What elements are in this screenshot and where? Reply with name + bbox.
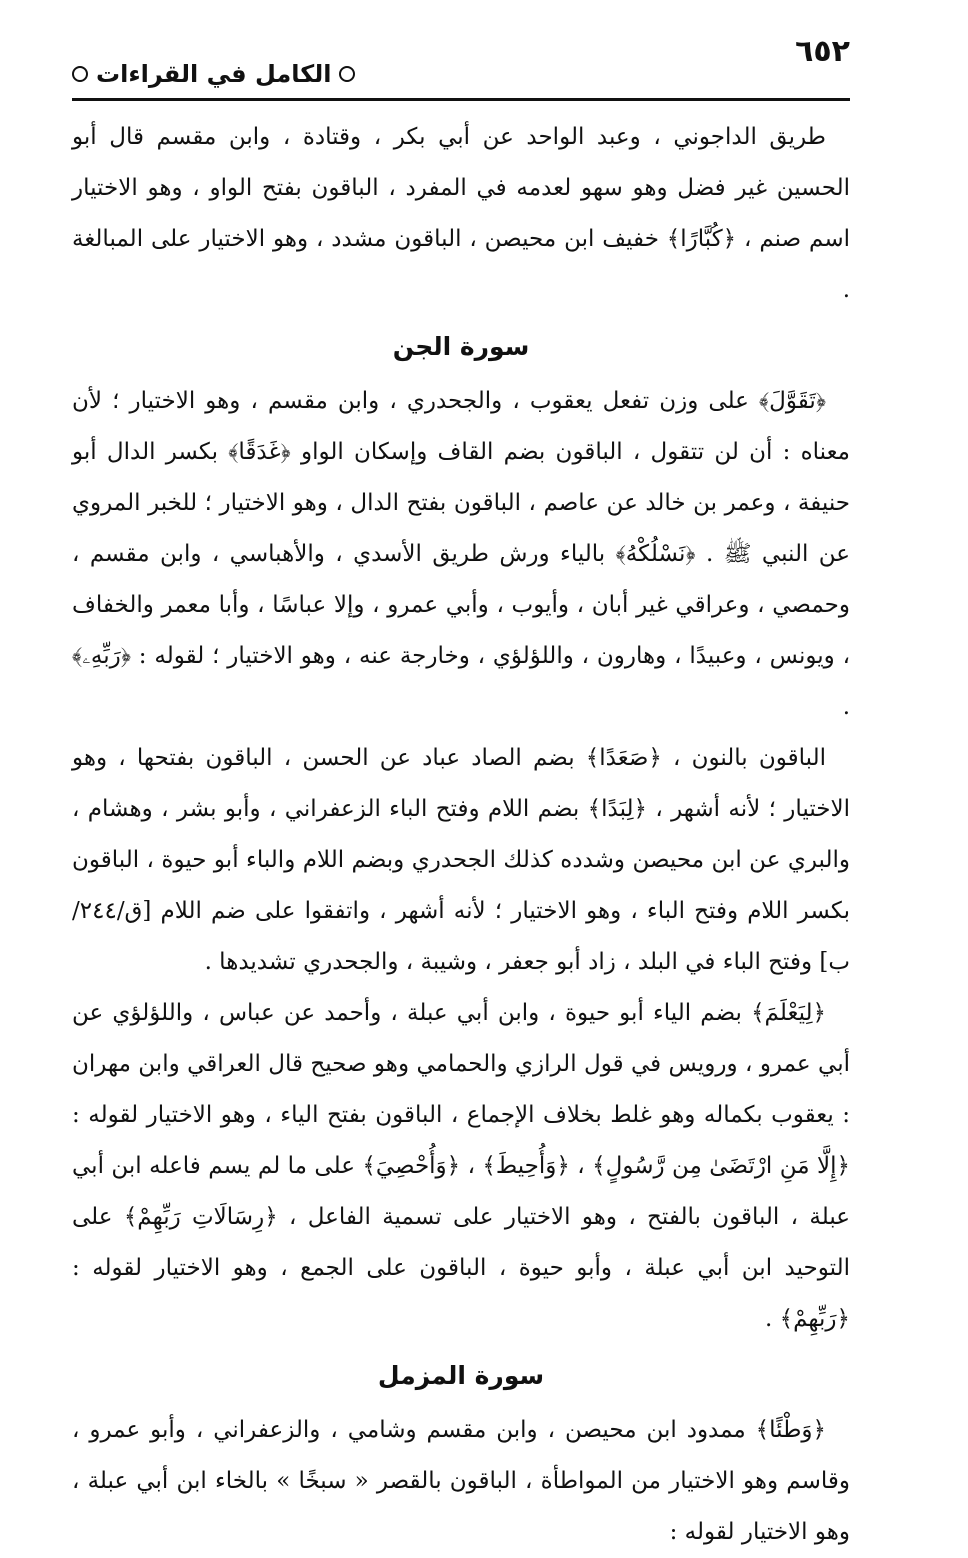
header-divider (72, 98, 850, 101)
page-header (72, 34, 850, 96)
running-title (72, 60, 355, 88)
page-body (72, 112, 850, 1558)
paragraph: الباقون بالنون ، ﴿صَعَدًا﴾ بضم الصاد عباد عن الحسن ، الباقون بفتحها ، وهو الاختيار ؛ لأنه أشهر ، ﴿لِبَدًا﴾ بضم اللام وفتح الباء الزعفراني ، وأبو بشر ، وهشام ، والبري عن ابن محيصن وشدده كذلك الجحدري وبضم اللام والباء أبو حيوة ، الباقون بكسر اللام وفتح الباء ، وهو الاختيار ؛ لأنه أشهر ، واتفقوا على ضم اللام [ق/٢٤٤/ب] وفتح الباء في البلد ، زاد أبو جعفر ، وشيبة ، والجحدري تشديدها . (72, 745, 850, 975)
paragraph: ﴿تَقَوَّلَ﴾ على وزن تفعل يعقوب ، والجحدري ، وابن مقسم ، وهو الاختيار ؛ لأن معناه : أن لن تتقول ، الباقون بضم القاف وإسكان الواو ﴿غَدَقًا﴾ بكسر الدال أبو حنيفة ، وعمر بن خالد عن عاصم ، الباقون بفتح الدال ، وهو الاختيار ؛ للخبر المروي عن النبي ﷺ . ﴿نَسْلُكْهُ﴾ بالياء ورش طريق الأسدي ، والأهباسي ، وابن مقسم ، وحمصي ، وعراقي غير أبان ، وأيوب ، وأبي عمرو ، وإلا عباسًا ، وأبا معمر والخفاف ، ويونس ، وعبيدًا ، وهارون ، واللؤلؤي ، وخارجة عنه ، وهو الاختيار ؛ لقوله : ﴿رَبِّهِۦ﴾ . (72, 388, 850, 720)
circle-ornament-icon (339, 66, 355, 82)
paragraph: ﴿لِيَعْلَمَ﴾ بضم الياء أبو حيوة ، وابن أبي عبلة ، وأحمد عن عباس ، واللؤلؤي عن أبي عمرو ، ورويس في قول الرازي والحمامي وهو صحيح قال العراقي وابن مهران : يعقوب بكماله وهو غلط بخلاف الإجماع ، الباقون بفتح الياء ، وهو الاختيار لقوله : ﴿إِلَّا مَنِ ارْتَضَىٰ مِن رَّسُولٍ﴾ ، ﴿وَأُحِيطَ﴾ ، ﴿وَأُحْصِيَ﴾ على ما لم يسم فاعله ابن أبي عبلة ، الباقون بالفتح ، وهو الاختيار على تسمية الفاعل ، ﴿رِسَالَاتِ رَبِّهِمْ﴾ على التوحيد ابن أبي عبلة ، وأبو حيوة ، الباقون على الجمع ، وهو الاختيار لقوله : ﴿رَبِّهِمْ﴾ . (72, 1000, 850, 1332)
page-number: ٦٥٢ (795, 34, 850, 69)
section-heading: سورة المزمل (377, 1361, 545, 1390)
paragraph: ﴿وَطْئًا﴾ ممدود ابن محيصن ، وابن مقسم وشامي ، والزعفراني ، وأبو عمرو ، وقاسم وهو الاختيار من المواطأة ، الباقون بالقصر « سبخًا » بالخاء ابن أبي عبلة ، وهو الاختيار لقوله : (72, 1417, 850, 1545)
paragraph: طريق الداجوني ، وعبد الواحد عن أبي بكر ، وقتادة ، وابن مقسم قال أبو الحسين غير فضل وهو سهو لعدمه في المفرد ، الباقون بفتح الواو ، وهو الاختيار اسم صنم ، ﴿كُبَّارًا﴾ خفيف ابن محيصن ، الباقون مشدد ، وهو الاختيار على المبالغة . (72, 124, 850, 303)
section-heading: سورة الجن (392, 332, 530, 361)
circle-ornament-icon (72, 66, 88, 82)
running-title-text: الكامل في القراءات (96, 60, 332, 88)
